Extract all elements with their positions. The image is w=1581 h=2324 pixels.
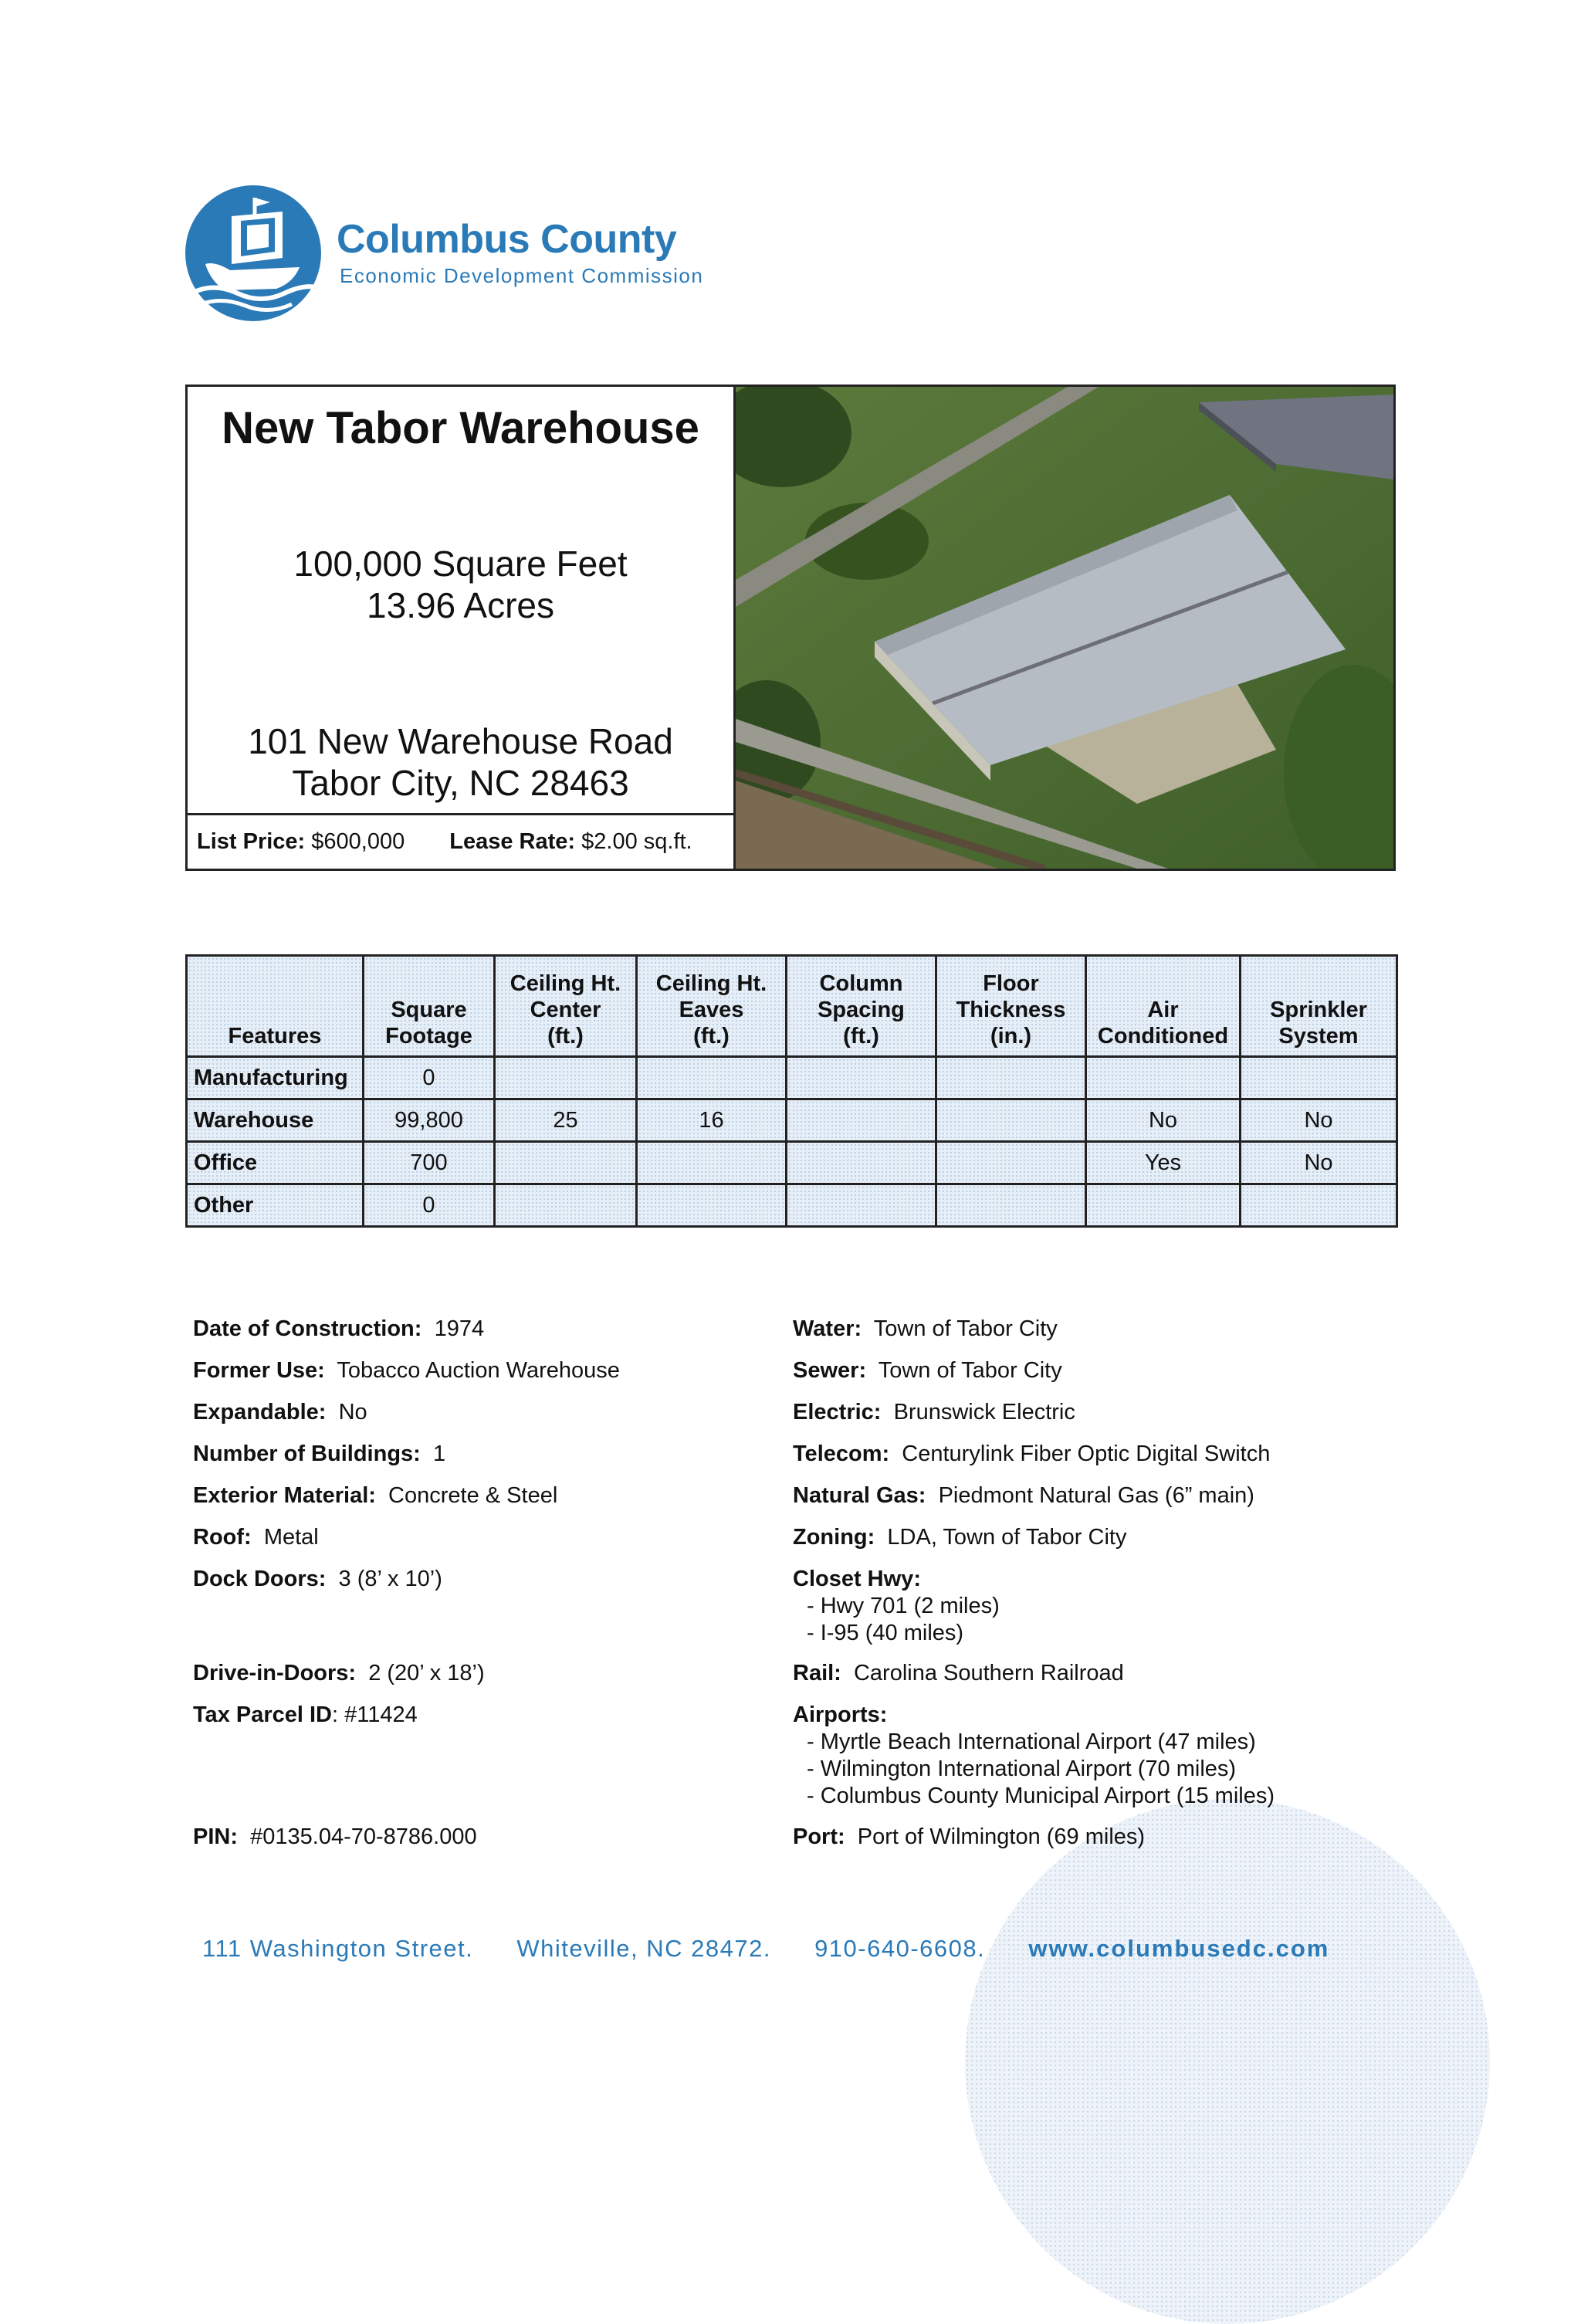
price-row xyxy=(188,813,733,869)
property-address-line1: 101 New Warehouse Road xyxy=(248,721,673,761)
features-table xyxy=(185,954,1398,1228)
detail-water: Water: Town of Tabor City xyxy=(793,1316,1058,1341)
detail-natural-gas: Natural Gas: Piedmont Natural Gas (6” main) xyxy=(793,1483,1254,1508)
table-row xyxy=(187,1099,1397,1142)
cell-sprinkler xyxy=(1241,1057,1397,1099)
detail-dock-doors: Dock Doors: 3 (8’ x 10’) xyxy=(193,1567,442,1591)
cell-ceil-eaves xyxy=(637,1184,787,1227)
table-row xyxy=(187,1057,1397,1099)
ship-logo-icon xyxy=(184,184,323,323)
detail-port: Port: Port of Wilmington (69 miles) xyxy=(793,1824,1146,1849)
detail-zoning: Zoning: LDA, Town of Tabor City xyxy=(793,1525,1127,1550)
cell-air: No xyxy=(1086,1099,1241,1142)
footer-contact xyxy=(202,1935,1329,1963)
cell-floor xyxy=(936,1099,1086,1142)
property-address-line2: Tabor City, NC 28463 xyxy=(292,763,629,803)
detail-construction: Date of Construction: 1974 xyxy=(193,1316,485,1341)
cell-air xyxy=(1086,1184,1241,1227)
list-price-value: $600,000 xyxy=(311,829,405,854)
detail-drive-in-doors: Drive-in-Doors: 2 (20’ x 18’) xyxy=(193,1661,485,1685)
cell-sprinkler xyxy=(1241,1184,1397,1227)
cell-sprinkler: No xyxy=(1241,1099,1397,1142)
property-square-feet: 100,000 Square Feet xyxy=(293,544,628,584)
cell-column xyxy=(787,1184,936,1227)
cell-sqft: 0 xyxy=(364,1057,495,1099)
property-header-box xyxy=(185,385,1396,871)
footer-phone: 910-640-6608. xyxy=(814,1935,986,1962)
header-ceiling-center: Ceiling Ht. Center (ft.) xyxy=(495,956,637,1057)
header-sprinkler-system: Sprinkler System xyxy=(1241,956,1397,1057)
detail-pin: PIN: #0135.04-70-8786.000 xyxy=(193,1824,477,1849)
table-row xyxy=(187,1142,1397,1184)
header-column-spacing: Column Spacing (ft.) xyxy=(787,956,936,1057)
cell-ceil-center xyxy=(495,1142,637,1184)
detail-tax-parcel: Tax Parcel ID: #11424 xyxy=(193,1702,418,1727)
org-subtitle: Economic Development Commission xyxy=(340,264,704,287)
org-name: Columbus County xyxy=(337,217,677,262)
cell-air: Yes xyxy=(1086,1142,1241,1184)
cell-ceil-center xyxy=(495,1184,637,1227)
cell-floor xyxy=(936,1184,1086,1227)
table-row xyxy=(187,1184,1397,1227)
cell-ceil-center: 25 xyxy=(495,1099,637,1142)
detail-telecom: Telecom: Centurylink Fiber Optic Digital Switch xyxy=(793,1441,1271,1466)
detail-rail: Rail: Carolina Southern Railroad xyxy=(793,1661,1124,1685)
cell-ceil-center xyxy=(495,1057,637,1099)
decorative-circle xyxy=(965,1799,1490,2324)
footer-street: 111 Washington Street. xyxy=(202,1935,474,1962)
header-air-conditioned: Air Conditioned xyxy=(1086,956,1241,1057)
lease-rate-label: Lease Rate: xyxy=(449,829,576,854)
table-header-row xyxy=(187,956,1397,1057)
property-title: New Tabor Warehouse xyxy=(222,403,699,453)
row-feature: Other xyxy=(187,1184,364,1227)
footer-city: Whiteville, NC 28472. xyxy=(516,1935,771,1962)
cell-ceil-eaves xyxy=(637,1142,787,1184)
cell-ceil-eaves: 16 xyxy=(637,1099,787,1142)
detail-closest-hwy: Closet Hwy: - Hwy 701 (2 miles) - I-95 (40 miles) xyxy=(793,1567,1000,1645)
cell-floor xyxy=(936,1142,1086,1184)
detail-expandable: Expandable: No xyxy=(193,1400,367,1425)
detail-airports: Airports: - Myrtle Beach International Airport (47 miles) - Wilmington International Airport (70 miles) - Columbus County Municipal Airport (15 miles) xyxy=(793,1702,1275,1808)
header-features: Features xyxy=(187,956,364,1057)
header-ceiling-eaves: Ceiling Ht. Eaves (ft.) xyxy=(637,956,787,1057)
cell-ceil-eaves xyxy=(637,1057,787,1099)
cell-sqft: 99,800 xyxy=(364,1099,495,1142)
detail-exterior: Exterior Material: Concrete & Steel xyxy=(193,1483,558,1508)
cell-column xyxy=(787,1057,936,1099)
property-acres: 13.96 Acres xyxy=(367,585,554,625)
lease-rate-value: $2.00 sq.ft. xyxy=(581,829,692,854)
property-info-panel xyxy=(188,387,736,869)
row-feature: Office xyxy=(187,1142,364,1184)
cell-sqft: 700 xyxy=(364,1142,495,1184)
cell-air xyxy=(1086,1057,1241,1099)
header-floor-thickness: Floor Thickness (in.) xyxy=(936,956,1086,1057)
aerial-warehouse-photo xyxy=(736,387,1393,869)
row-feature: Manufacturing xyxy=(187,1057,364,1099)
list-price-label: List Price: xyxy=(197,829,306,854)
cell-column xyxy=(787,1142,936,1184)
cell-sqft: 0 xyxy=(364,1184,495,1227)
detail-roof: Roof: Metal xyxy=(193,1525,319,1550)
detail-former-use: Former Use: Tobacco Auction Warehouse xyxy=(193,1358,620,1383)
footer-website-link[interactable]: www.columbusedc.com xyxy=(1028,1935,1330,1962)
detail-sewer: Sewer: Town of Tabor City xyxy=(793,1358,1062,1383)
header-square-footage: Square Footage xyxy=(364,956,495,1057)
detail-electric: Electric: Brunswick Electric xyxy=(793,1400,1075,1425)
row-feature: Warehouse xyxy=(187,1099,364,1142)
cell-sprinkler: No xyxy=(1241,1142,1397,1184)
cell-column xyxy=(787,1099,936,1142)
cell-floor xyxy=(936,1057,1086,1099)
detail-buildings: Number of Buildings: 1 xyxy=(193,1441,446,1466)
